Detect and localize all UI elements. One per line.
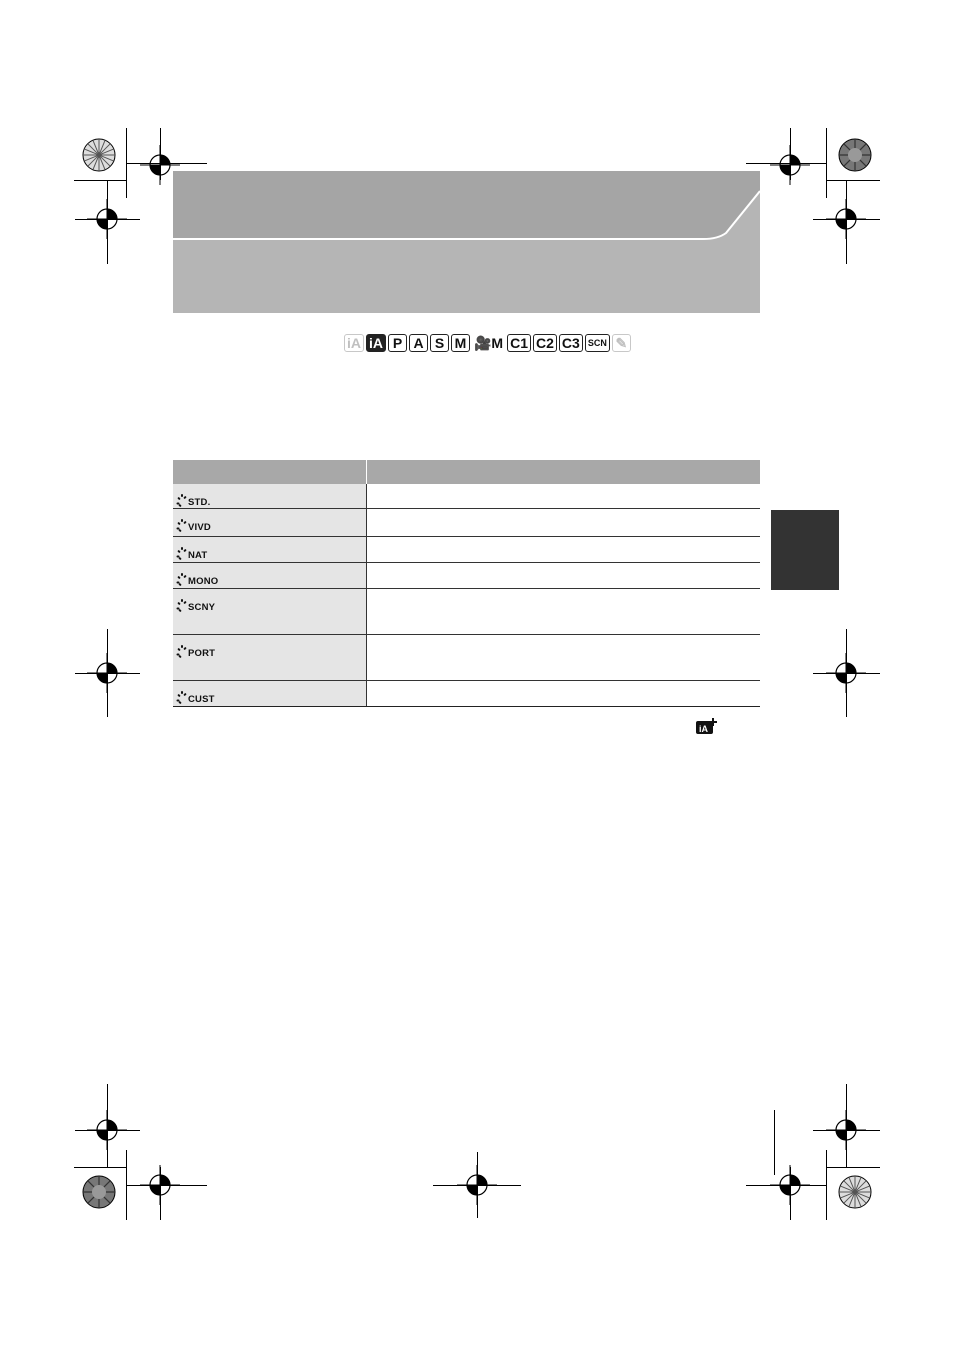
table-row bbox=[173, 484, 760, 509]
photo-style-code: SCNY bbox=[188, 602, 216, 613]
creative-video-mode-icon: 🎥M bbox=[474, 334, 504, 351]
chapter-side-tab bbox=[771, 510, 839, 590]
photo-style-code: MONO bbox=[188, 576, 219, 587]
photo-style-description-cell bbox=[367, 681, 761, 707]
photo-style-code: VIVD bbox=[188, 522, 211, 533]
sparkle-icon bbox=[177, 547, 187, 561]
creative-control-mode-icon: ✎ bbox=[612, 334, 631, 352]
color-wheel-mark-icon bbox=[838, 1175, 872, 1209]
sparkle-icon bbox=[177, 691, 187, 705]
photo-style-icon bbox=[173, 509, 366, 533]
photo-style-icon bbox=[173, 484, 366, 508]
photo-style-cell bbox=[173, 681, 367, 707]
photo-style-icon bbox=[173, 681, 366, 705]
scene-mode-icon: SCN bbox=[585, 334, 610, 352]
photo-style-icon bbox=[173, 635, 366, 659]
color-wheel-mark-icon bbox=[82, 138, 116, 172]
table-row bbox=[173, 681, 760, 707]
photo-style-description-cell bbox=[367, 563, 761, 589]
photo-style-description-cell bbox=[367, 537, 761, 563]
manual-mode-icon: M bbox=[451, 334, 470, 352]
photo-style-cell bbox=[173, 509, 367, 537]
recording-mode-icons bbox=[344, 333, 631, 353]
photo-style-cell bbox=[173, 635, 367, 681]
sparkle-icon bbox=[177, 573, 187, 587]
intelligent-auto-plus-icon bbox=[696, 718, 718, 734]
photo-style-code: NAT bbox=[188, 550, 208, 561]
photo-style-code: PORT bbox=[188, 648, 216, 659]
photo-style-cell bbox=[173, 563, 367, 589]
photo-style-icon bbox=[173, 589, 366, 613]
table-row bbox=[173, 563, 760, 589]
table-row bbox=[173, 589, 760, 635]
photo-style-description-cell bbox=[367, 589, 761, 635]
photo-style-table bbox=[173, 460, 760, 707]
photo-style-icon bbox=[173, 563, 366, 587]
table-header-row bbox=[173, 460, 760, 484]
photo-style-description-cell bbox=[367, 635, 761, 681]
sparkle-icon bbox=[177, 599, 187, 613]
photo-style-icon bbox=[173, 537, 366, 561]
sparkle-icon bbox=[177, 494, 187, 508]
svg-text:iA: iA bbox=[699, 724, 708, 734]
photo-style-cell bbox=[173, 589, 367, 635]
photo-style-description-cell bbox=[367, 484, 761, 509]
photo-style-cell bbox=[173, 484, 367, 509]
aperture-priority-mode-icon: A bbox=[409, 334, 428, 352]
table-row bbox=[173, 537, 760, 563]
header-banner bbox=[173, 171, 760, 313]
shutter-priority-mode-icon: S bbox=[430, 334, 449, 352]
table-header-cell bbox=[173, 460, 367, 484]
custom-2-mode-icon: C2 bbox=[533, 334, 557, 352]
sparkle-icon bbox=[177, 645, 187, 659]
photo-style-description-cell bbox=[367, 509, 761, 537]
color-wheel-mark-icon bbox=[838, 138, 872, 172]
custom-3-mode-icon: C3 bbox=[559, 334, 583, 352]
intelligent-auto-plus-mode-icon: iA bbox=[366, 334, 386, 352]
table-row bbox=[173, 509, 760, 537]
photo-style-code: STD. bbox=[188, 497, 211, 508]
intelligent-auto-mode-icon: iA bbox=[344, 334, 364, 352]
sparkle-icon bbox=[177, 519, 187, 533]
program-mode-icon: P bbox=[388, 334, 407, 352]
custom-1-mode-icon: C1 bbox=[507, 334, 531, 352]
table-row bbox=[173, 635, 760, 681]
photo-style-cell bbox=[173, 537, 367, 563]
table-header-cell bbox=[367, 460, 761, 484]
photo-style-code: CUST bbox=[188, 694, 215, 705]
color-wheel-mark-icon bbox=[82, 1175, 116, 1209]
